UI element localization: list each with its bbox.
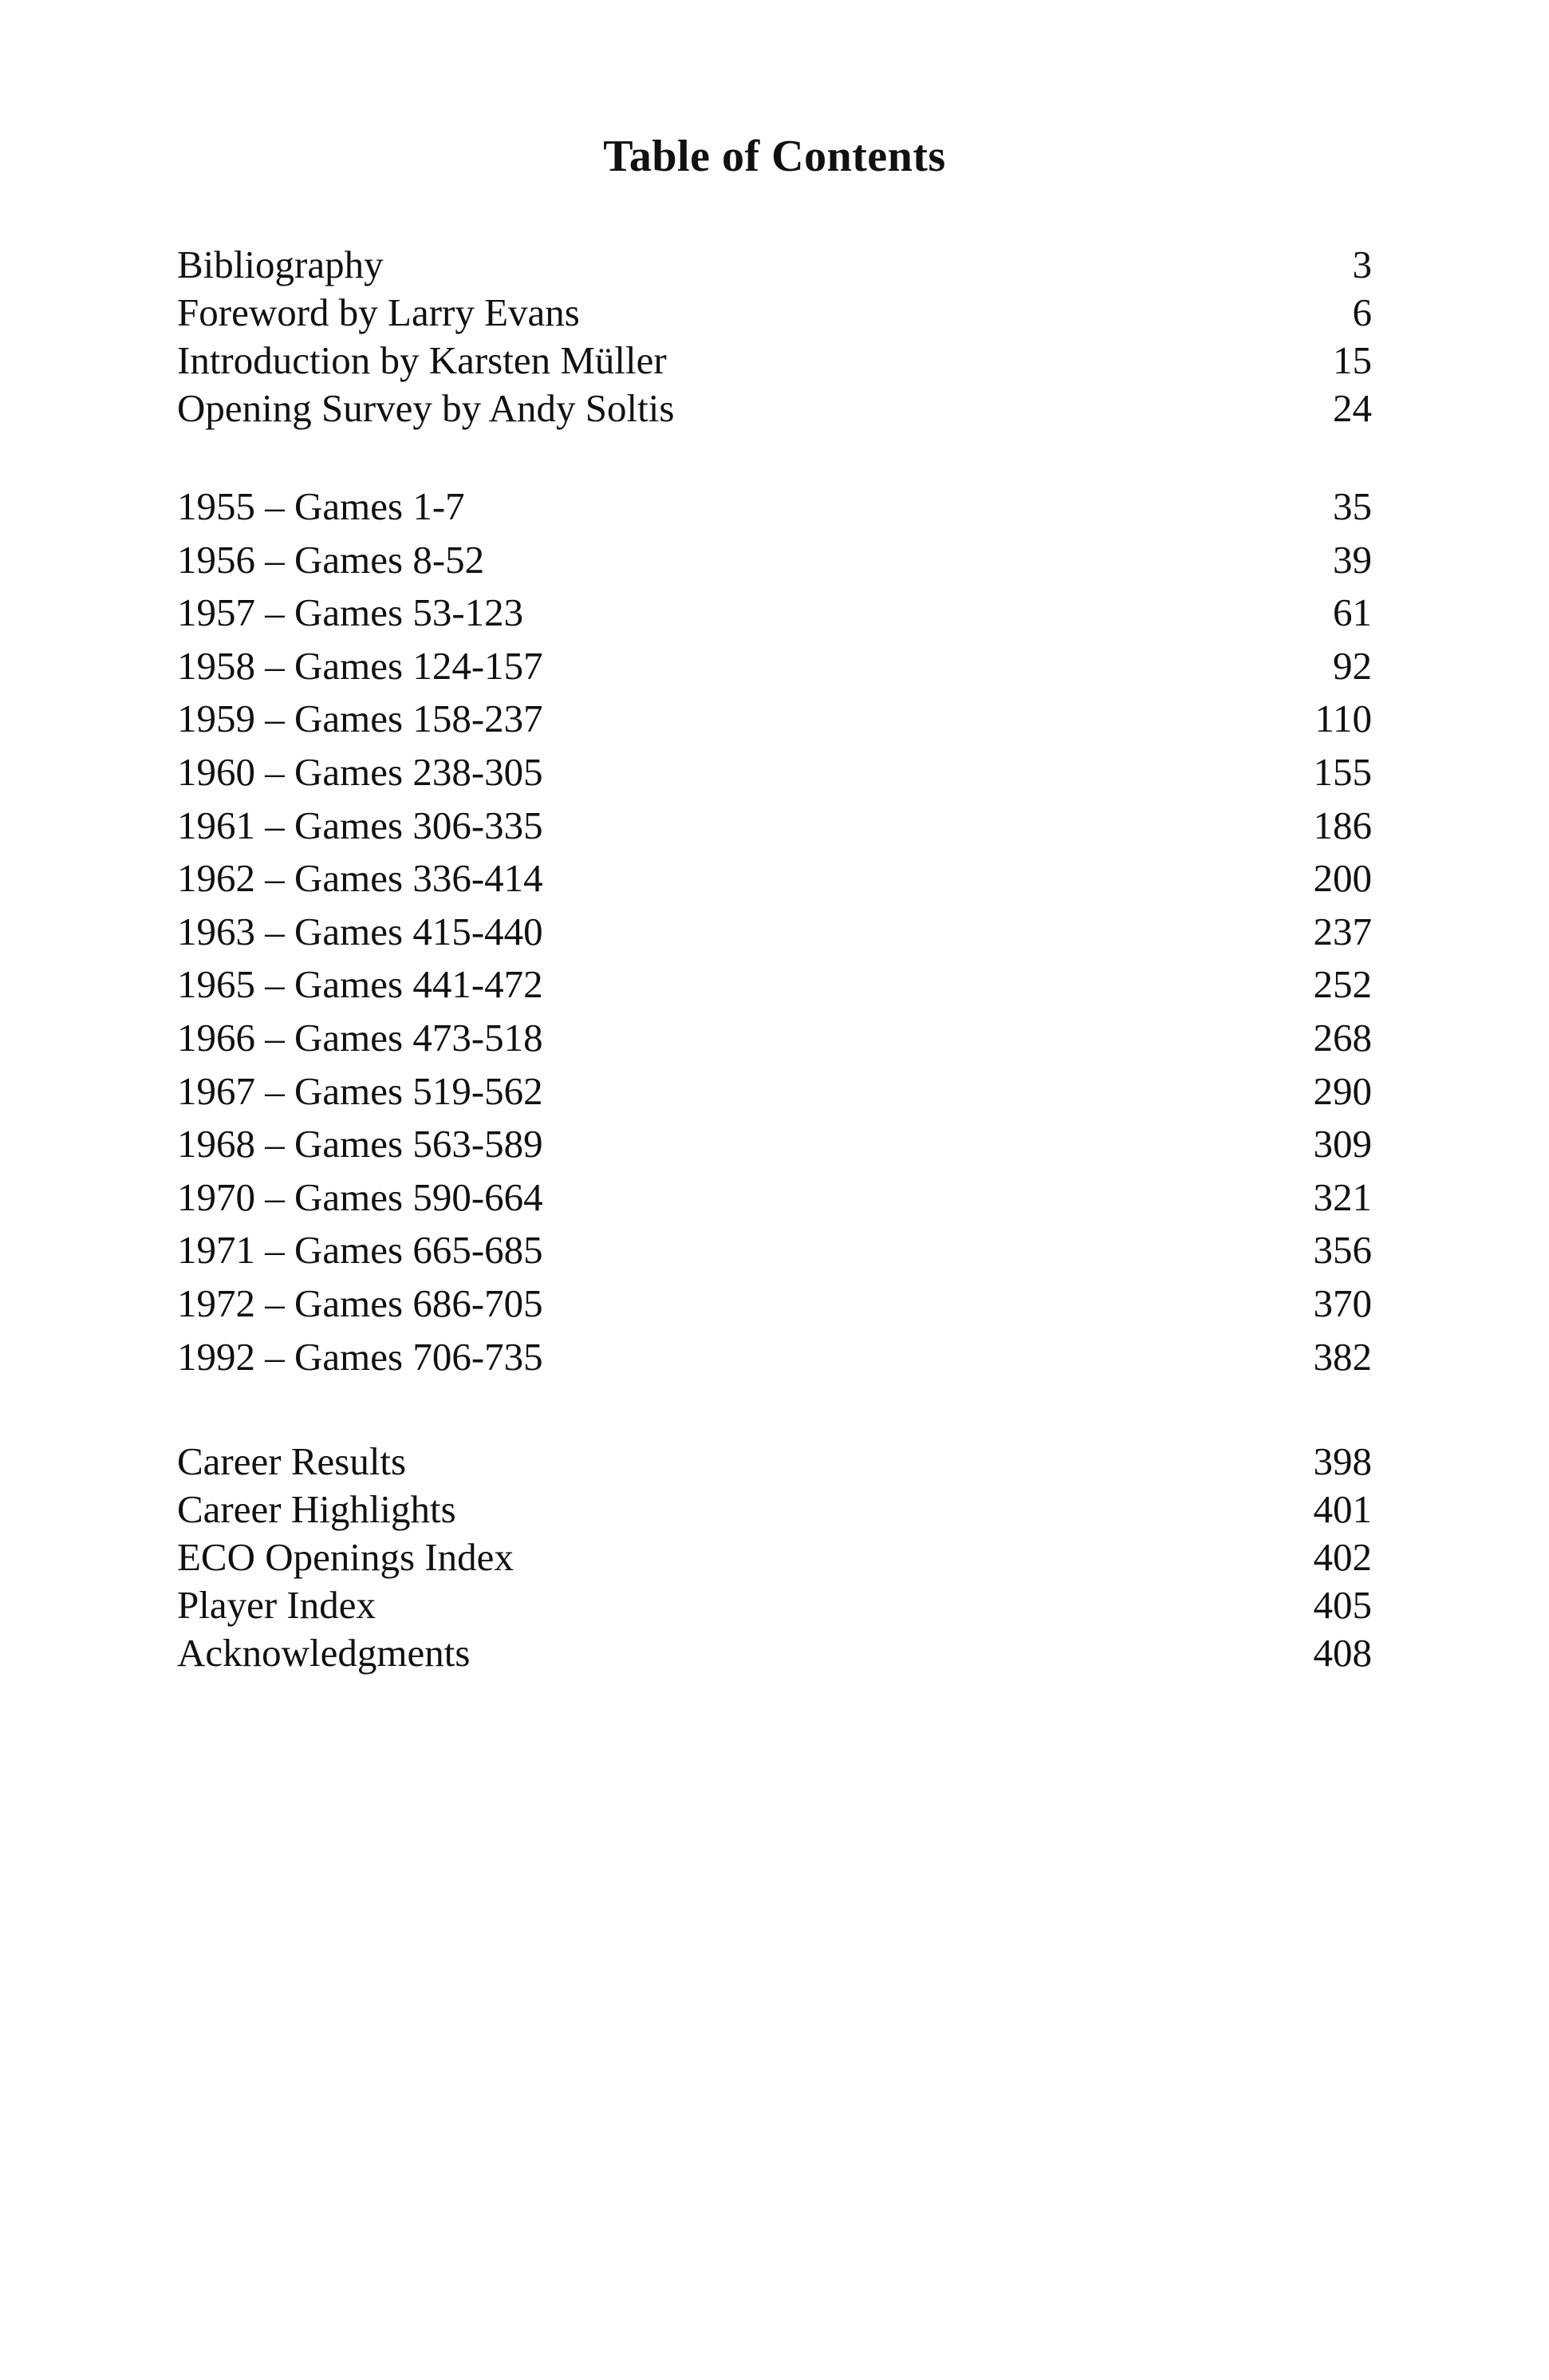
toc-entry-page: 110 [1314, 697, 1372, 741]
toc-entry-page: 237 [1313, 909, 1372, 953]
toc-entry [177, 1629, 1372, 1677]
toc-entry-page: 309 [1313, 1122, 1372, 1166]
toc-entry-title: 1970 – Games 590-664 [177, 1174, 543, 1219]
toc-entry-title: 1955 – Games 1-7 [177, 484, 465, 528]
toc-entry-title: Career Highlights [177, 1487, 456, 1531]
toc-entry [177, 337, 1372, 385]
toc-entry [177, 640, 1372, 693]
toc-entry [177, 746, 1372, 799]
toc-entry-title: Opening Survey by Andy Soltis [177, 386, 675, 430]
toc-entry-title: 1965 – Games 441-472 [177, 962, 543, 1007]
toc-entry [177, 1581, 1372, 1629]
toc-entry-title: Player Index [177, 1583, 376, 1627]
toc-entry [177, 1438, 1372, 1486]
toc-entry-title: 1961 – Games 306-335 [177, 803, 543, 847]
toc-entry-title: 1962 – Games 336-414 [177, 856, 543, 901]
toc-entry-title: ECO Openings Index [177, 1535, 514, 1579]
toc-entry-title: 1968 – Games 563-589 [177, 1122, 543, 1166]
toc-entry-page: 186 [1313, 803, 1372, 847]
toc-entry-title: 1967 – Games 519-562 [177, 1068, 543, 1113]
toc-front-matter [177, 241, 1372, 432]
toc-entry [177, 480, 1372, 534]
toc-entry-title: 1957 – Games 53-123 [177, 590, 524, 635]
toc-entry-page: 408 [1313, 1631, 1372, 1675]
toc-entry [177, 1012, 1372, 1065]
toc-entry [177, 1224, 1372, 1277]
toc-entry-title: 1966 – Games 473-518 [177, 1015, 543, 1060]
toc-entry [177, 1486, 1372, 1533]
toc-entry-page: 92 [1333, 643, 1372, 688]
toc-entry-title: Foreword by Larry Evans [177, 290, 580, 334]
toc-entry-page: 155 [1313, 749, 1372, 794]
toc-entry-title: Acknowledgments [177, 1631, 471, 1675]
toc-entry [177, 1533, 1372, 1581]
toc-entry [177, 693, 1372, 746]
toc-entry-page: 321 [1313, 1174, 1372, 1219]
toc-entry [177, 958, 1372, 1012]
toc-entry [177, 1065, 1372, 1119]
toc-entry-title: 1971 – Games 665-685 [177, 1228, 543, 1273]
toc-entry-page: 356 [1313, 1228, 1372, 1273]
toc-entry-title: Introduction by Karsten Müller [177, 338, 667, 382]
toc-entry [177, 1277, 1372, 1331]
page-title: Table of Contents [603, 132, 946, 181]
toc-entry-page: 290 [1313, 1068, 1372, 1113]
toc-entry [177, 1171, 1372, 1225]
toc-entry [177, 289, 1372, 337]
toc-entry [177, 906, 1372, 959]
toc-games [177, 480, 1372, 1383]
toc-entry-title: 1992 – Games 706-735 [177, 1334, 543, 1379]
toc-entry-title: Career Results [177, 1439, 407, 1483]
toc-entry-page: 15 [1333, 338, 1372, 382]
toc-entry-page: 35 [1333, 484, 1372, 528]
toc-entry-page: 39 [1333, 537, 1372, 582]
toc-entry-page: 6 [1352, 290, 1372, 334]
toc-entry-title: 1959 – Games 158-237 [177, 697, 543, 741]
toc-entry [177, 852, 1372, 906]
toc-entry-page: 398 [1313, 1439, 1372, 1483]
toc-entry-title: 1958 – Games 124-157 [177, 643, 543, 688]
toc-entry-page: 24 [1333, 386, 1372, 430]
toc-entry-page: 382 [1313, 1334, 1372, 1379]
toc-entry-page: 370 [1313, 1281, 1372, 1325]
toc-entry-page: 268 [1313, 1015, 1372, 1060]
toc-entry-title: 1963 – Games 415-440 [177, 909, 543, 953]
toc-entry-title: Bibliography [177, 243, 384, 286]
toc-entry-page: 405 [1313, 1583, 1372, 1627]
toc-entry-page: 401 [1313, 1487, 1372, 1531]
toc-entry-title: 1972 – Games 686-705 [177, 1281, 543, 1325]
toc-entry [177, 1118, 1372, 1171]
toc-entry-page: 3 [1352, 243, 1372, 286]
toc-entry [177, 241, 1372, 289]
toc-entry-title: 1960 – Games 238-305 [177, 749, 543, 794]
toc-entry [177, 385, 1372, 432]
toc-entry [177, 586, 1372, 640]
toc-entry [177, 1331, 1372, 1384]
toc-back-matter [177, 1438, 1372, 1677]
toc-entry-page: 200 [1313, 856, 1372, 901]
toc-entry-page: 402 [1313, 1535, 1372, 1579]
toc-entry-title: 1956 – Games 8-52 [177, 537, 485, 582]
toc-entry-page: 252 [1313, 962, 1372, 1007]
toc-entry [177, 799, 1372, 853]
toc-entry-page: 61 [1333, 590, 1372, 635]
toc-entry [177, 534, 1372, 587]
